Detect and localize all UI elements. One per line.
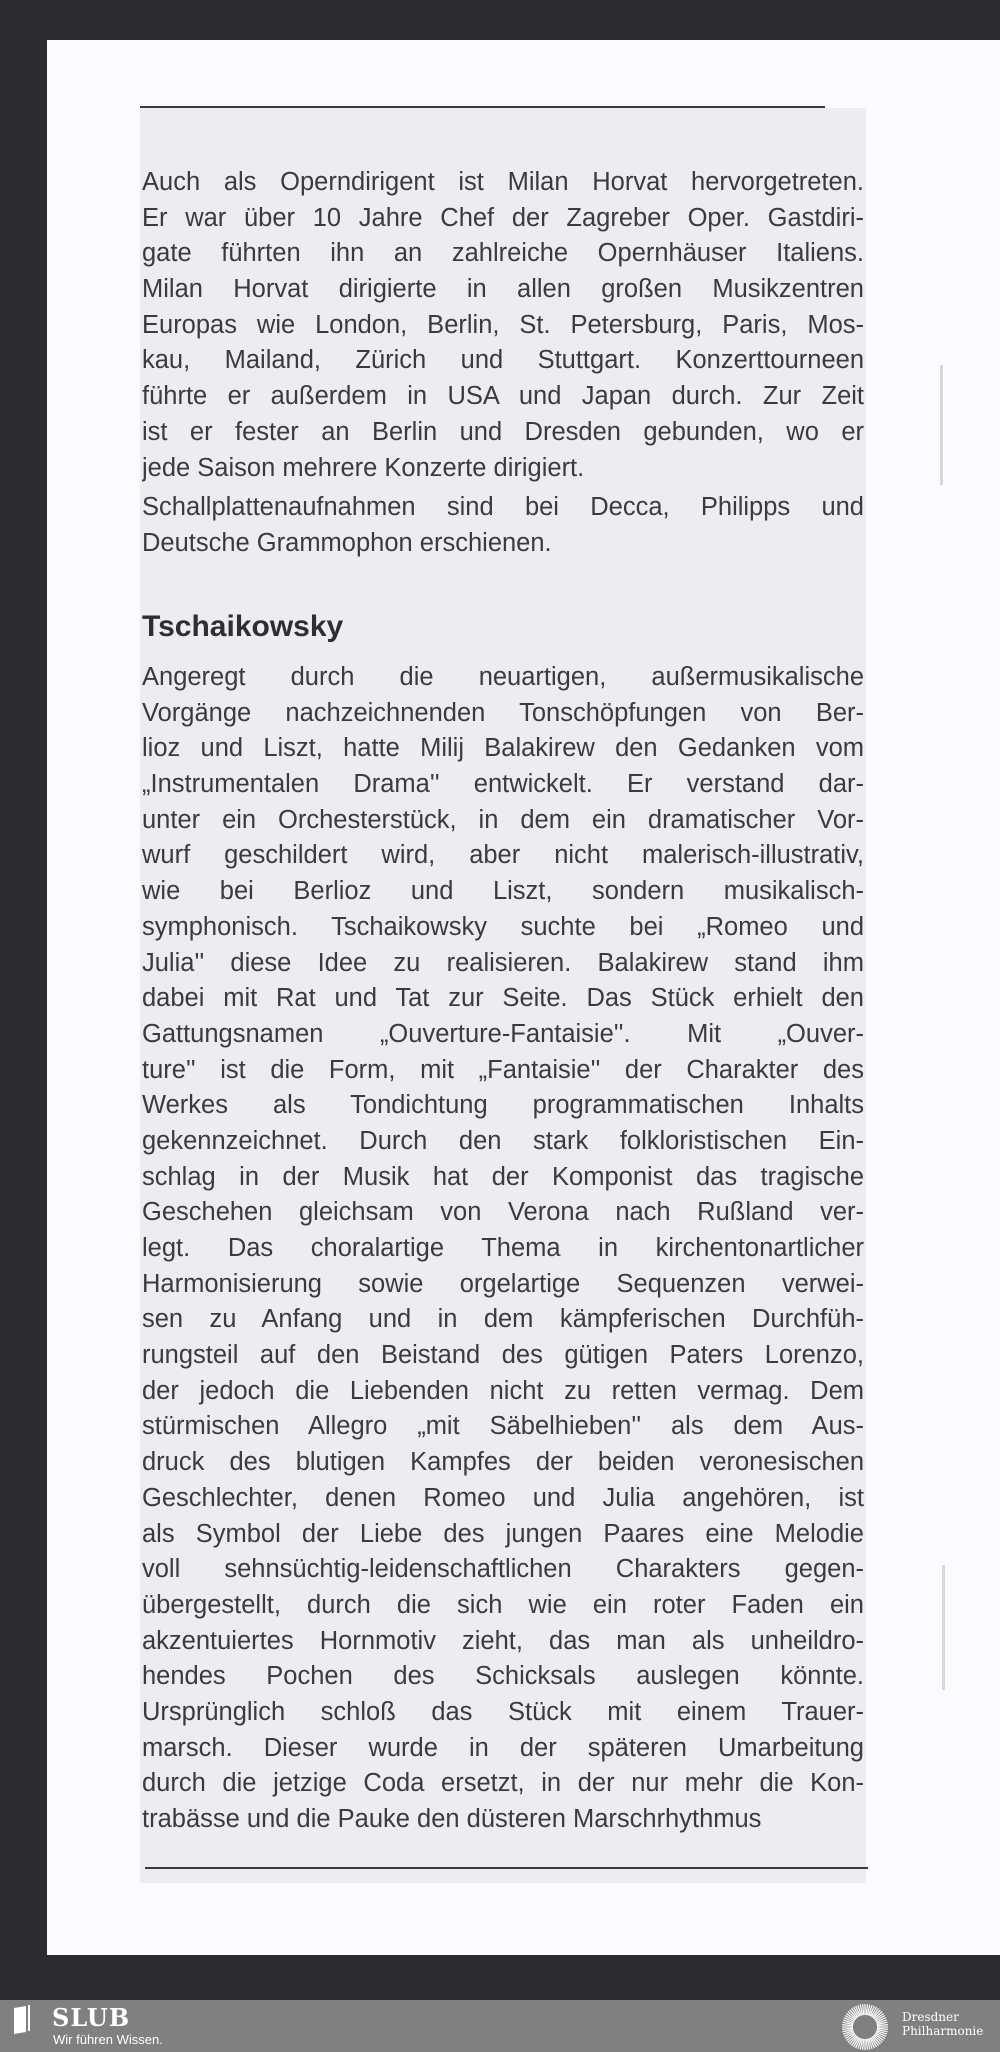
top-rule (140, 106, 825, 108)
text-line: rungsteil auf den Beistand des gütigen Paters Lorenzo, (142, 1341, 864, 1370)
text-line: Milan Horvat dirigierte in allen großen Musikzentren (142, 275, 864, 304)
text-line: ist er fester an Berlin und Dresden gebunden, wo er (142, 417, 864, 446)
text-line: symphonisch. Tschaikowsky suchte bei „Romeo und (142, 912, 864, 941)
text-line: trabässe und die Pauke den düsteren Marschrhythmus (142, 1805, 762, 1833)
text-line: führte er außerdem in USA und Japan durch. Zur Zeit (142, 382, 864, 411)
text-line: gate führten ihn an zahlreiche Opernhäuser Italiens. (142, 239, 864, 268)
staple-mark (942, 1565, 945, 1690)
text-line: als Symbol der Liebe des jungen Paares eine Melodie (142, 1519, 864, 1548)
slub-logo-text: SLUB (52, 2003, 131, 2032)
text-line: druck des blutigen Kampfes der beiden veronesischen (142, 1448, 864, 1477)
paragraph-horvat-opera (142, 165, 864, 486)
philharmonie-sunburst-icon (840, 2002, 890, 2052)
text-line: marsch. Dieser wurde in der späteren Umarbeitung (142, 1733, 864, 1762)
text-line: lioz und Liszt, hatte Milij Balakirew den Gedanken vom (142, 734, 864, 763)
text-line: übergestellt, durch die sich wie ein roter Faden ein (142, 1590, 864, 1619)
text-line: „Instrumentalen Drama'' entwickelt. Er verstand dar- (142, 770, 864, 799)
text-line: wie bei Berlioz und Liszt, sondern musikalisch- (142, 877, 864, 906)
text-line: Vorgänge nachzeichnenden Tonschöpfungen von Ber- (142, 698, 864, 727)
text-line: voll sehnsüchtig-leidenschaftlichen Charakters gegen- (142, 1555, 864, 1584)
text-line: Geschlechter, denen Romeo und Julia angehören, ist (142, 1483, 864, 1512)
text-line: akzentuiertes Hornmotiv zieht, das man als unheildro- (142, 1626, 864, 1655)
text-line: Er war über 10 Jahre Chef der Zagreber Oper. Gastdiri- (142, 203, 864, 232)
text-line: Auch als Operndirigent ist Milan Horvat hervorgetreten. (142, 168, 864, 196)
text-line: Europas wie London, Berlin, St. Petersburg, Paris, Mos- (142, 310, 864, 339)
philharmonie-logo-text (902, 2010, 983, 2038)
text-line: durch die jetzige Coda ersetzt, in der nur mehr die Kon- (142, 1769, 864, 1798)
section-heading: Tschaikowsky (142, 610, 344, 643)
philharmonie-line2: Philharmonie (902, 2024, 984, 2038)
text-line: Geschehen gleichsam von Verona nach Rußland ver- (142, 1198, 864, 1227)
text-line: schlag in der Musik hat der Komponist das tragische (142, 1162, 864, 1191)
slub-book-icon (12, 2004, 32, 2034)
paragraph-recordings (142, 490, 864, 561)
philharmonie-line1: Dresdner (902, 2010, 959, 2024)
text-line: Werkes als Tondichtung programmatischen Inhalts (142, 1091, 864, 1120)
text-line: Julia'' diese Idee zu realisieren. Balakirew stand ihm (142, 948, 864, 977)
text-line: Ursprünglich schloß das Stück mit einem Trauer- (142, 1697, 864, 1726)
staple-mark (940, 365, 943, 485)
text-line: ture'' ist die Form, mit „Fantaisie'' der Charakter des (142, 1055, 864, 1084)
slub-tagline: Wir führen Wissen. (53, 2032, 163, 2047)
paragraph-tschaikowsky (142, 660, 864, 1838)
text-line: Schallplattenaufnahmen sind bei Decca, Philipps und (142, 493, 864, 521)
bottom-rule (145, 1867, 868, 1869)
text-line: sen zu Anfang und in dem kämpferischen Durchfüh- (142, 1305, 864, 1334)
text-line: gekennzeichnet. Durch den stark folkloristischen Ein- (142, 1126, 864, 1155)
text-line: hendes Pochen des Schicksals auslegen könnte. (142, 1662, 864, 1691)
footer-bar (0, 2000, 1000, 2052)
text-line: stürmischen Allegro „mit Säbelhieben'' als dem Aus- (142, 1412, 864, 1441)
text-line: kau, Mailand, Zürich und Stuttgart. Konzerttourneen (142, 346, 864, 375)
text-line: Harmonisierung sowie orgelartige Sequenzen verwei- (142, 1269, 864, 1298)
text-line: Gattungsnamen „Ouverture-Fantaisie''. Mit „Ouver- (142, 1019, 864, 1048)
text-line: Angeregt durch die neuartigen, außermusikalische (142, 663, 864, 691)
text-line: unter ein Orchesterstück, in dem ein dramatischer Vor- (142, 805, 864, 834)
text-line: jede Saison mehrere Konzerte dirigiert. (142, 453, 585, 482)
text-line: wurf geschildert wird, aber nicht malerisch-illustrativ, (142, 841, 864, 870)
text-line: Deutsche Grammophon erschienen. (142, 528, 552, 557)
text-line: dabei mit Rat und Tat zur Seite. Das Stück erhielt den (142, 984, 864, 1013)
text-line: der jedoch die Liebenden nicht zu retten vermag. Dem (142, 1376, 864, 1405)
text-line: legt. Das choralartige Thema in kirchentonartlicher (142, 1234, 864, 1262)
